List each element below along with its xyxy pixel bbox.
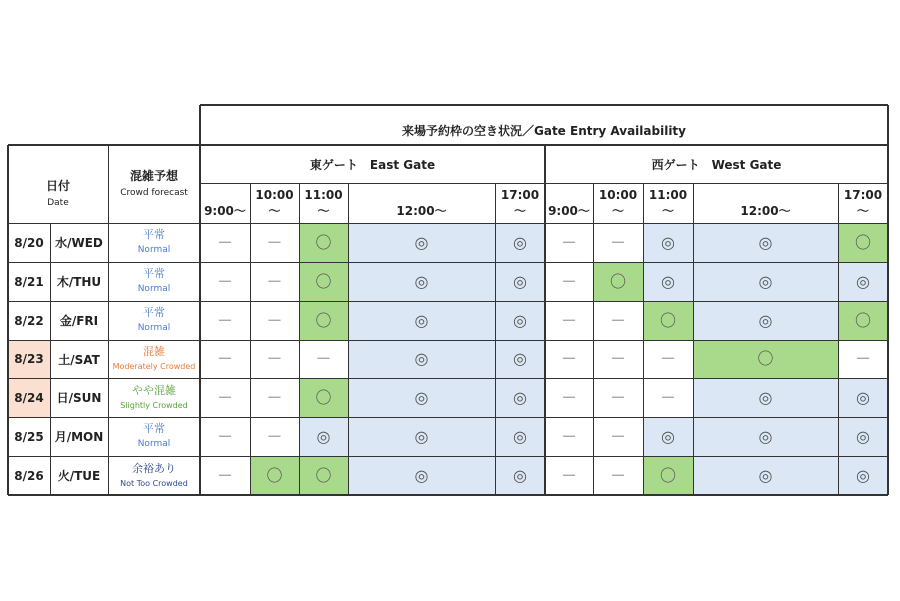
west-slot	[693, 223, 838, 262]
slot-symbol: 〇	[315, 310, 332, 330]
slot-symbol: －	[609, 465, 626, 485]
date-text: 8/21	[14, 274, 44, 289]
slot-symbol: －	[609, 232, 626, 252]
east-slot	[495, 417, 545, 456]
day-text: 土/SAT	[58, 352, 100, 367]
slot-symbol: ◎	[414, 465, 429, 485]
row-forecast	[108, 340, 200, 378]
grid-line	[348, 183, 349, 495]
slot-symbol: －	[216, 232, 233, 252]
slot-symbol: ◎	[758, 271, 773, 291]
slot-symbol: －	[609, 310, 626, 330]
west-gate-label: 西ゲート West Gate	[651, 157, 782, 172]
west-time-header	[643, 183, 693, 223]
west-slot	[545, 340, 593, 378]
east-slot	[200, 223, 250, 262]
east-slot	[250, 301, 299, 340]
slot-symbol: ◎	[513, 349, 527, 368]
east-slot	[200, 301, 250, 340]
slot-symbol: ◎	[661, 271, 675, 291]
east-slot	[200, 417, 250, 456]
forecast-en: Normal	[137, 323, 171, 334]
slot-symbol: ◎	[856, 271, 870, 291]
slot-symbol: 〇	[315, 465, 332, 485]
slot-symbol: －	[216, 387, 233, 407]
west-slot	[693, 417, 838, 456]
row-day	[50, 301, 108, 340]
date-header-jp: 日付	[45, 179, 70, 194]
row-forecast	[108, 456, 200, 495]
slot-symbol: －	[216, 465, 233, 485]
slot-symbol: ◎	[758, 465, 773, 485]
west-slot	[593, 262, 643, 301]
forecast-en: Moderately Crowded	[112, 362, 196, 372]
slot-symbol: ◎	[513, 465, 527, 485]
west-slot	[643, 456, 693, 495]
slot-symbol: 〇	[854, 232, 871, 252]
day-text: 火/TUE	[57, 469, 101, 483]
east-time-header	[250, 183, 299, 223]
slot-symbol: ◎	[316, 426, 331, 446]
east-slot	[348, 262, 495, 301]
row-date	[8, 301, 50, 340]
grid-line	[495, 183, 496, 495]
west-slot	[545, 456, 593, 495]
east-time-header	[200, 183, 250, 223]
slot-symbol: ◎	[758, 387, 773, 407]
time-label: 17:00～	[843, 188, 883, 218]
time-label: 10:00～	[598, 188, 638, 218]
west-slot	[838, 456, 888, 495]
slot-symbol: ◎	[758, 426, 773, 446]
east-slot	[495, 456, 545, 495]
row-forecast	[108, 262, 200, 301]
forecast-en: Normal	[137, 284, 171, 295]
forecast-header	[108, 145, 200, 223]
time-label: 10:00～	[255, 188, 294, 218]
east-slot	[348, 223, 495, 262]
date-text: 8/23	[14, 352, 44, 366]
time-label: 11:00～	[648, 188, 688, 218]
slot-symbol: －	[609, 349, 626, 368]
slot-symbol: －	[216, 271, 233, 291]
east-slot	[348, 340, 495, 378]
slot-symbol: 〇	[315, 271, 332, 291]
time-label: 9:00～	[204, 204, 246, 218]
slot-symbol: －	[560, 232, 577, 252]
grid-line	[887, 105, 889, 495]
forecast-jp: やや混雑	[132, 383, 176, 397]
west-slot	[643, 378, 693, 417]
forecast-jp: 平常	[143, 306, 165, 320]
east-slot	[250, 417, 299, 456]
east-slot	[299, 456, 348, 495]
date-text: 8/26	[14, 468, 44, 483]
east-time-header	[495, 183, 545, 223]
day-text: 金/FRI	[59, 314, 99, 328]
west-slot	[643, 417, 693, 456]
slot-symbol: 〇	[659, 465, 676, 485]
slot-symbol: －	[266, 271, 283, 291]
west-slot	[693, 340, 838, 378]
grid-line	[838, 183, 839, 495]
grid-line	[200, 104, 888, 106]
west-slot	[593, 378, 643, 417]
east-slot	[495, 262, 545, 301]
grid-line	[8, 144, 888, 146]
slot-symbol: ◎	[856, 387, 870, 407]
time-label: 11:00～	[304, 188, 343, 218]
grid-line	[299, 183, 300, 495]
grid-line	[8, 456, 888, 457]
forecast-header-en: Crowd forecast	[120, 188, 188, 198]
row-forecast	[108, 301, 200, 340]
east-slot	[495, 378, 545, 417]
date-text: 8/24	[14, 390, 44, 405]
east-slot	[495, 223, 545, 262]
east-time-header	[348, 183, 495, 223]
slot-symbol: 〇	[659, 310, 676, 330]
date-text: 8/22	[14, 313, 44, 328]
west-slot	[593, 417, 643, 456]
west-slot	[838, 378, 888, 417]
slot-symbol: ◎	[856, 426, 870, 446]
row-date	[8, 456, 50, 495]
east-slot	[299, 262, 348, 301]
grid-line	[108, 145, 109, 495]
time-label: 12:00～	[740, 204, 791, 218]
slot-symbol: －	[266, 310, 283, 330]
west-time-header	[838, 183, 888, 223]
grid-line	[8, 262, 888, 263]
east-slot	[250, 456, 299, 495]
row-date	[8, 262, 50, 301]
slot-symbol: ◎	[414, 426, 429, 446]
east-slot	[299, 340, 348, 378]
slot-symbol: －	[266, 387, 283, 407]
west-slot	[545, 301, 593, 340]
date-text: 8/25	[14, 429, 44, 444]
grid-line	[643, 183, 644, 495]
forecast-en: Not Too Crowded	[120, 478, 188, 488]
grid-line	[199, 105, 201, 495]
slot-symbol: －	[315, 349, 332, 368]
row-forecast	[108, 417, 200, 456]
slot-symbol: －	[659, 349, 676, 368]
forecast-jp: 平常	[143, 422, 165, 436]
east-slot	[348, 378, 495, 417]
west-slot	[643, 340, 693, 378]
west-slot	[838, 417, 888, 456]
west-slot	[838, 301, 888, 340]
slot-symbol: －	[266, 426, 283, 446]
slot-symbol: －	[560, 349, 577, 368]
east-slot	[250, 340, 299, 378]
east-slot	[299, 301, 348, 340]
slot-symbol: －	[659, 387, 676, 407]
west-slot	[838, 262, 888, 301]
forecast-en: Slightly Crowded	[120, 400, 188, 410]
east-slot	[495, 301, 545, 340]
west-slot	[643, 262, 693, 301]
west-slot	[545, 262, 593, 301]
day-text: 月/MON	[54, 430, 104, 444]
slot-symbol: ◎	[513, 232, 527, 252]
slot-symbol: ◎	[758, 310, 773, 330]
slot-symbol: ◎	[414, 310, 429, 330]
slot-symbol: －	[266, 349, 283, 368]
east-slot	[348, 417, 495, 456]
east-slot	[299, 223, 348, 262]
slot-symbol: ◎	[414, 387, 429, 407]
grid-line	[8, 378, 888, 379]
west-slot	[643, 223, 693, 262]
east-slot	[200, 456, 250, 495]
west-time-header	[593, 183, 643, 223]
slot-symbol: 〇	[266, 465, 283, 485]
slot-symbol: ◎	[414, 232, 429, 252]
grid-line	[8, 417, 888, 418]
time-label: 9:00～	[548, 204, 590, 218]
row-day	[50, 223, 108, 262]
row-date	[8, 340, 50, 378]
row-forecast	[108, 223, 200, 262]
west-slot	[838, 223, 888, 262]
slot-symbol: ◎	[414, 349, 429, 368]
forecast-en: Normal	[137, 439, 171, 450]
table-title	[200, 105, 888, 145]
grid-line	[250, 183, 251, 495]
slot-symbol: －	[266, 232, 283, 252]
row-forecast	[108, 378, 200, 417]
east-slot	[348, 456, 495, 495]
date-text: 8/20	[14, 235, 44, 250]
row-date	[8, 378, 50, 417]
west-slot	[643, 301, 693, 340]
slot-symbol: 〇	[854, 310, 871, 330]
grid-line	[8, 301, 888, 302]
slot-symbol: 〇	[609, 271, 626, 291]
slot-symbol: ◎	[513, 310, 527, 330]
slot-symbol: ◎	[661, 426, 675, 446]
row-day	[50, 417, 108, 456]
slot-symbol: －	[216, 310, 233, 330]
slot-symbol: 〇	[757, 349, 774, 368]
west-slot	[693, 301, 838, 340]
forecast-header-jp: 混雑予想	[129, 169, 178, 183]
grid-line	[593, 183, 594, 495]
slot-symbol: ◎	[414, 271, 429, 291]
west-slot	[593, 301, 643, 340]
forecast-jp: 平常	[143, 228, 165, 242]
west-slot	[693, 378, 838, 417]
grid-line	[8, 223, 888, 224]
west-slot	[545, 223, 593, 262]
slot-symbol: －	[560, 465, 577, 485]
row-day	[50, 456, 108, 495]
day-text: 水/WED	[55, 236, 103, 250]
time-label: 17:00～	[500, 188, 540, 218]
row-date	[8, 417, 50, 456]
slot-symbol: ◎	[856, 465, 870, 485]
east-gate-label: 東ゲート East Gate	[309, 157, 436, 172]
time-label: 12:00～	[396, 204, 447, 218]
west-slot	[593, 456, 643, 495]
slot-symbol: －	[609, 387, 626, 407]
forecast-jp: 混雑	[143, 345, 165, 359]
row-day	[50, 262, 108, 301]
forecast-jp: 余裕あり	[132, 461, 176, 475]
row-day	[50, 378, 108, 417]
east-slot	[495, 340, 545, 378]
slot-symbol: －	[560, 310, 577, 330]
row-day	[50, 340, 108, 378]
slot-symbol: －	[216, 426, 233, 446]
west-slot	[593, 340, 643, 378]
west-slot	[545, 417, 593, 456]
east-gate-header	[200, 145, 545, 183]
west-time-header	[545, 183, 593, 223]
east-slot	[299, 417, 348, 456]
east-slot	[250, 262, 299, 301]
slot-symbol: －	[609, 426, 626, 446]
grid-line	[693, 183, 694, 495]
west-slot	[693, 456, 838, 495]
date-header-en: Date	[47, 198, 69, 209]
grid-line	[544, 145, 546, 495]
forecast-en: Normal	[137, 245, 171, 256]
slot-symbol: ◎	[758, 232, 773, 252]
slot-symbol: －	[560, 271, 577, 291]
west-slot	[693, 262, 838, 301]
grid-line	[50, 223, 51, 495]
grid-line	[8, 340, 888, 341]
grid-line	[8, 494, 888, 496]
slot-symbol: ◎	[661, 232, 675, 252]
west-time-header	[693, 183, 838, 223]
slot-symbol: －	[216, 349, 233, 368]
grid-line	[7, 145, 9, 495]
slot-symbol: ◎	[513, 387, 527, 407]
forecast-jp: 平常	[143, 267, 165, 281]
slot-symbol: －	[560, 387, 577, 407]
date-header	[8, 145, 108, 223]
slot-symbol: ◎	[513, 271, 527, 291]
east-slot	[250, 223, 299, 262]
slot-symbol: 〇	[315, 387, 332, 407]
east-slot	[299, 378, 348, 417]
row-date	[8, 223, 50, 262]
slot-symbol: －	[854, 349, 871, 368]
day-text: 木/THU	[56, 275, 102, 289]
east-slot	[250, 378, 299, 417]
east-slot	[348, 301, 495, 340]
west-slot	[838, 340, 888, 378]
day-text: 日/SUN	[56, 391, 102, 405]
east-time-header	[299, 183, 348, 223]
slot-symbol: 〇	[315, 232, 332, 252]
west-slot	[593, 223, 643, 262]
west-gate-header	[545, 145, 888, 183]
west-slot	[545, 378, 593, 417]
east-slot	[200, 262, 250, 301]
title-text: 来場予約枠の空き状況／Gate Entry Availability	[402, 123, 686, 138]
east-slot	[200, 340, 250, 378]
slot-symbol: ◎	[513, 426, 527, 446]
east-slot	[200, 378, 250, 417]
slot-symbol: －	[560, 426, 577, 446]
